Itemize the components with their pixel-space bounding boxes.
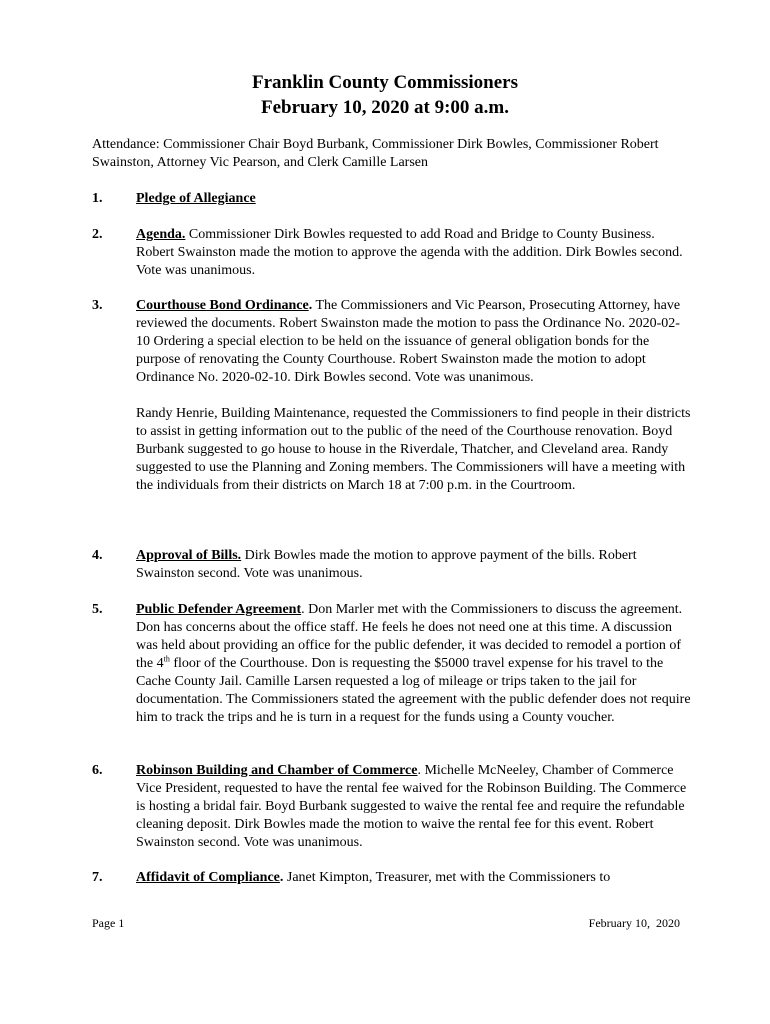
title-line-1: Franklin County Commissioners <box>251 72 519 93</box>
item-text: Michelle McNeeley, Chamber of Commerce Vice President, requested to have the rental fee waived for the Robinson Building. The Commerce is hosting a bridal fair. Boyd Burbank suggested to waive the rental fee and require the refundable cleaning deposit. Dirk Bowles made the motion to waive the rental fee for this event. Robert Swainston second. Vote was unanimous. <box>136 763 687 850</box>
item-heading-period: . <box>279 870 284 885</box>
item-heading-period: . <box>301 602 305 617</box>
item-text: Commissioner Dirk Bowles requested to add Road and Bridge to County Business. Robert Swainston made the motion to approve the agenda with the addition. Dirk Bowles second. Vote was unanimous. <box>136 227 683 278</box>
attendance-paragraph: Attendance: Commissioner Chair Boyd Burbank, Commissioner Dirk Bowles, Commissioner Robert Swainston, Attorney Vic Pearson, and Clerk Camille Larsen <box>92 137 659 170</box>
agenda-item-1 <box>92 190 692 208</box>
agenda-item-2 <box>92 226 692 280</box>
item-number: 3. <box>92 298 103 313</box>
title-line-2: February 10, 2020 at 9:00 a.m. <box>260 97 510 118</box>
agenda-item-5 <box>92 601 692 727</box>
item-number: 6. <box>92 763 103 778</box>
item-heading: Approval of Bills. <box>136 548 242 563</box>
item-number: 1. <box>92 191 103 206</box>
agenda-item-7 <box>92 869 692 887</box>
item-heading-period: . <box>308 298 313 313</box>
item-text: Don Marler met with the Commissioners to discuss the agreement. Don has concerns about the office staff. He feels he does not need one at this time. A discussion was held about providing an office for the public defender, it was decided to remodel a portion of the 4 <box>136 602 683 671</box>
item-text: Janet Kimpton, Treasurer, met with the Commissioners to <box>283 870 611 885</box>
item-heading: Agenda. <box>136 227 186 242</box>
item-number: 4. <box>92 548 103 563</box>
agenda-item-4 <box>92 547 692 583</box>
footer-date: February 10, 2020 <box>588 916 680 930</box>
footer-page-number: Page 1 <box>92 916 125 930</box>
item-heading: Courthouse Bond Ordinance <box>136 298 309 313</box>
item-heading: Robinson Building and Chamber of Commerce <box>136 763 418 778</box>
agenda-item-3 <box>92 297 692 495</box>
item-heading: Affidavit of Compliance <box>136 870 280 885</box>
item-number: 2. <box>92 227 103 242</box>
item-heading-period: . <box>417 763 421 778</box>
item-heading: Public Defender Agreement <box>136 602 302 617</box>
page-title <box>0 70 770 120</box>
item-text: Dirk Bowles made the motion to approve payment of the bills. Robert Swainston second. Vote was unanimous. <box>136 548 637 581</box>
agenda-item-6 <box>92 762 692 852</box>
ordinal-suffix: th <box>163 654 170 664</box>
item-heading: Pledge of Allegiance <box>136 191 256 206</box>
item-text-continued: floor of the Courthouse. Don is requesting the $5000 travel expense for his travel to the Cache County Jail. Camille Larsen requested a log of mileage or trips taken to the jail for documentation. The Commissioners stated the agreement with the public defender does not require him to track the trips and he is turn in a request for the funds using a County voucher. <box>136 656 691 725</box>
item-number: 5. <box>92 602 103 617</box>
item-text: The Commissioners and Vic Pearson, Prosecuting Attorney, have reviewed the documents. Robert Swainston made the motion to pass the Ordinance No. 2020-02-10 Ordering a special election to be held on the issuance of general obligation bonds for the purpose of renovating the County Courthouse. Robert Swainston made the motion to adopt Ordinance No. 2020-02-10. Dirk Bowles second. Vote was unanimous. <box>136 298 681 385</box>
item-number: 7. <box>92 870 103 885</box>
item-text-paragraph-2: Randy Henrie, Building Maintenance, requested the Commissioners to find people in their districts to assist in getting information out to the public of the need of the Courthouse renovation. Boyd Burbank suggested to go house to house in the Riverdale, Thatcher, and Cleveland area. Randy suggested to use the Planning and Zoning members. The Commissioners will have a meeting with the individuals from their districts on March 18 at 7:00 p.m. in the Courtroom. <box>136 406 691 493</box>
